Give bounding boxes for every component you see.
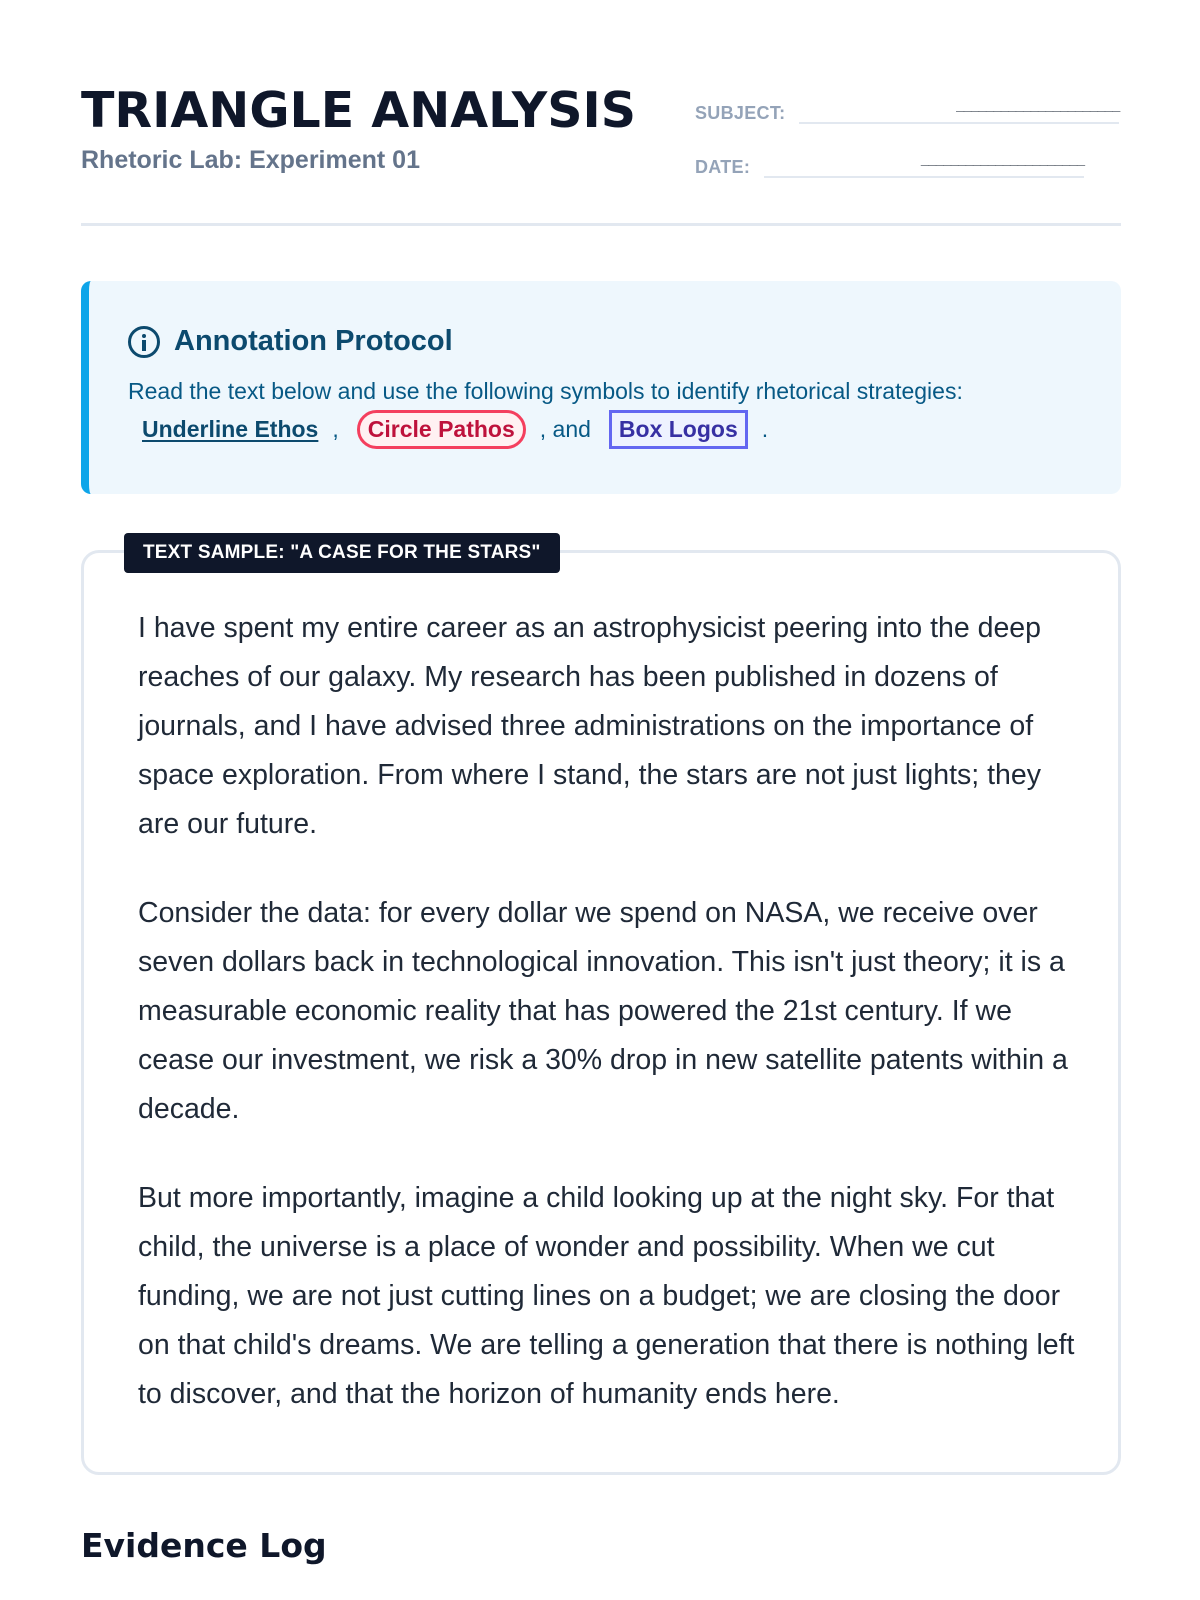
legend-comma: , xyxy=(332,416,339,442)
sample-paragraph-2: Consider the data: for every dollar we spend on NASA, we receive over seven dollars back in technological innovation. This isn't just theory; it is a measurable economic reality that has powered the 21st century. If we cease our investment, we risk a 30% drop in new satellite patents within a decade. xyxy=(138,897,1068,1125)
symbol-legend xyxy=(128,410,1081,449)
annotation-protocol-box xyxy=(81,281,1121,494)
logos-legend: Box Logos xyxy=(609,410,748,449)
ethos-legend: Underline Ethos xyxy=(142,416,319,442)
date-field xyxy=(695,144,1084,178)
protocol-title: Annotation Protocol xyxy=(174,325,453,357)
info-icon xyxy=(128,326,160,358)
page-title: TRIANGLE ANALYSIS xyxy=(81,82,637,139)
evidence-log-title: Evidence Log xyxy=(81,1526,327,1565)
page-header xyxy=(81,80,1121,226)
sample-paragraph-3: But more importantly, imagine a child looking up at the night sky. For that child, the universe is a place of wonder and possibility. When we cut funding, we are not just cutting lines on a budget; we are closing the door on that child's dreams. We are telling a generation that there is nothing left to discover, and that the horizon of humanity ends here. xyxy=(138,1182,1075,1410)
subject-input[interactable]: ______________________ xyxy=(799,90,1119,124)
text-sample-tag: TEXT SAMPLE: "A CASE FOR THE STARS" xyxy=(124,533,560,573)
text-sample-body xyxy=(138,604,1088,1459)
header-divider xyxy=(81,223,1121,226)
legend-period: . xyxy=(761,416,769,442)
date-input[interactable]: ______________________ xyxy=(764,144,1084,178)
subject-field xyxy=(695,90,1119,124)
subject-label: SUBJECT: xyxy=(695,103,786,123)
sample-paragraph-1: I have spent my entire career as an astrophysicist peering into the deep reaches of our galaxy. My research has been published in dozens of journals, and I have advised three administrations on the importance of space exploration. From where I stand, the stars are not just lights; they are our future. xyxy=(138,612,1042,840)
legend-and: , and xyxy=(539,416,591,442)
protocol-instruction: Read the text below and use the following symbols to identify rhetorical strategies: xyxy=(128,378,963,404)
pathos-legend: Circle Pathos xyxy=(357,410,526,449)
date-label: DATE: xyxy=(695,157,751,177)
protocol-heading xyxy=(128,325,1081,358)
page-subtitle: Rhetoric Lab: Experiment 01 xyxy=(81,146,420,174)
